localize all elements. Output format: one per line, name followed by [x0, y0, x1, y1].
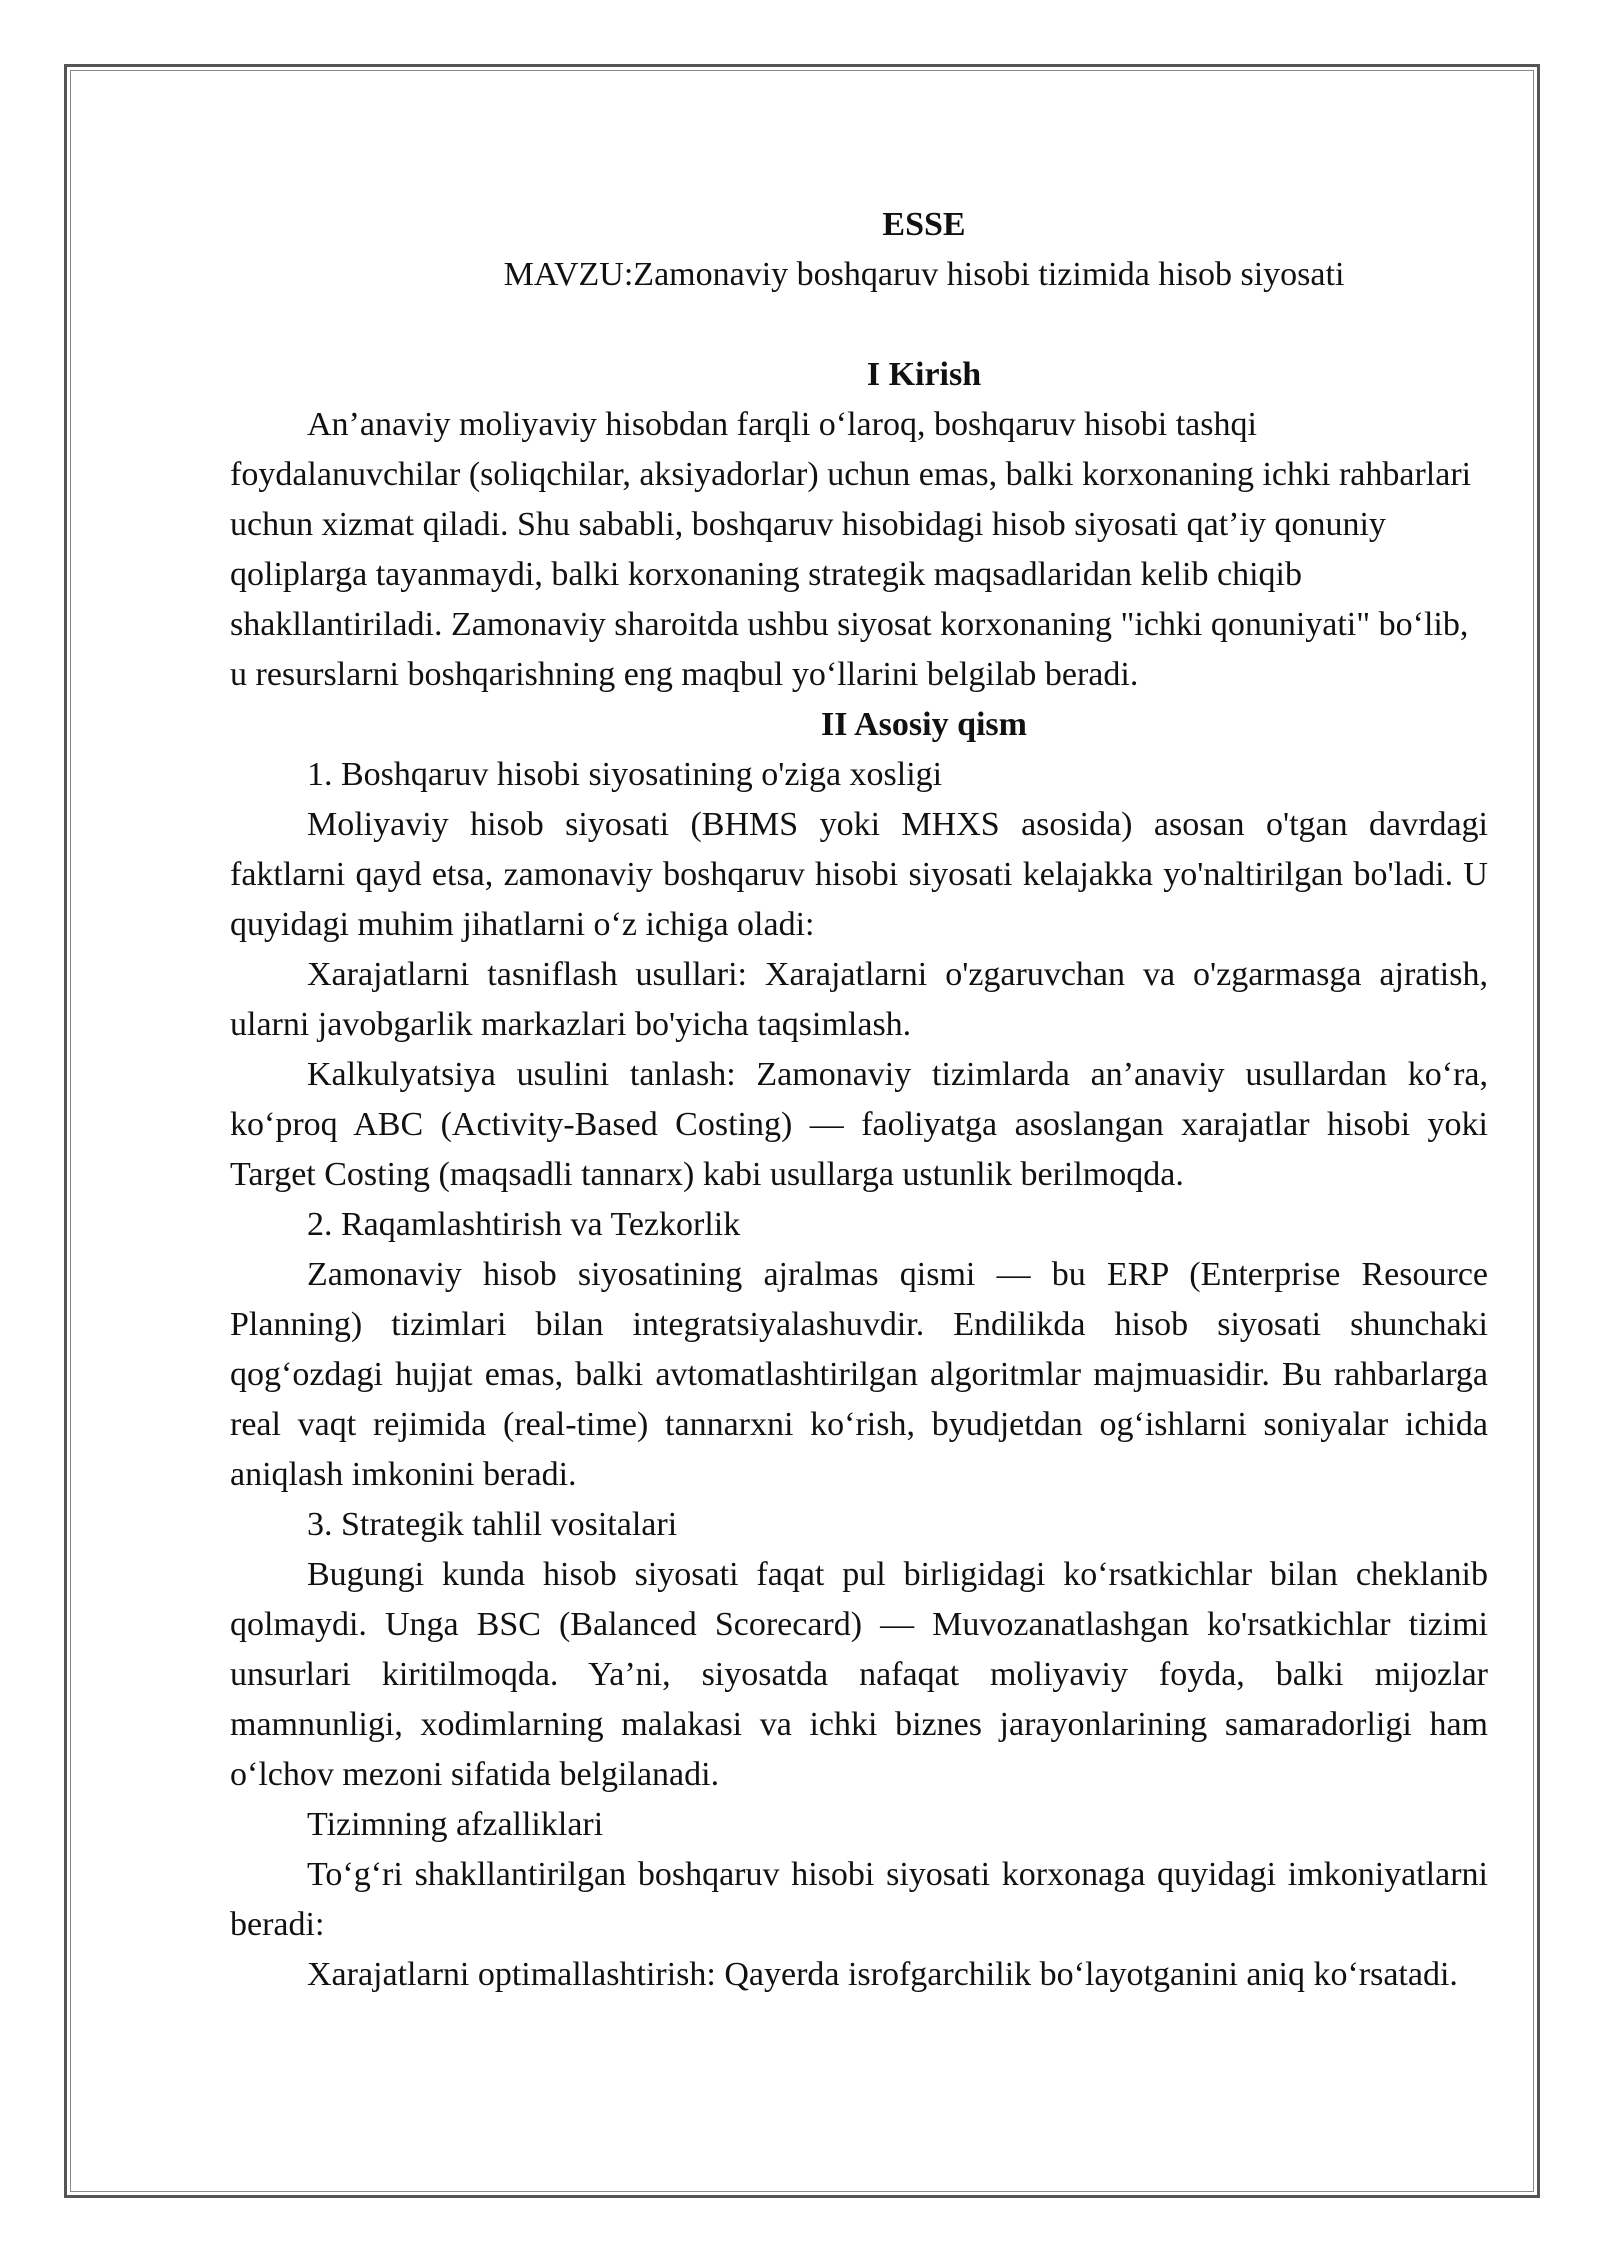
paragraph-4-2: Xarajatlarni optimallashtirish: Qayerda isrofgarchilik bo‘layotganini aniq ko‘rsatadi.	[307, 1956, 1458, 1993]
subsection-title-3: 3. Strategik tahlil vositalari	[307, 1506, 678, 1543]
paragraph-1-1: Moliyaviy hisob siyosati (BHMS yoki MHXS asosida) asosan o'tgan davrdagi faktlarni qayd etsa, zamonaviy boshqaruv hisobi siyosati kelajakka yo'naltirilgan bo'ladi. U quyidagi muhim jihatlarni o‘z ichiga oladi:	[230, 806, 1488, 943]
paragraph-3-1: Bugungi kunda hisob siyosati faqat pul birligidagi ko‘rsatkichlar bilan cheklanib qolmaydi. Unga BSC (Balanced Scorecard) — Muvozanatlashgan ko'rsatkichlar tizimi unsurlari kiritilmoqda. Ya’ni, siyosatda nafaqat moliyaviy foyda, balki mijozlar mamnunligi, xodimlarning malakasi va ichki biznes jarayonlarining samaradorligi ham o‘lchov mezoni sifatida belgilanadi.	[230, 1556, 1488, 1793]
paragraph-1-2: Xarajatlarni tasniflash usullari: Xarajatlarni o'zgaruvchan va o'zgarmasga ajratish, ularni javobgarlik markazlari bo'yicha taqsimlash.	[230, 956, 1488, 1043]
document-topic: MAVZU:Zamonaviy boshqaruv hisobi tizimida hisob siyosati	[503, 256, 1345, 293]
paragraph-1-3: Kalkulyatsiya usulini tanlash: Zamonaviy tizimlarda an’anaviy usullardan ko‘ra, ko‘proq ABC (Activity-Based Costing) — faoliyatga asoslangan xarajatlar hisobi yoki Target Costing (maqsadli tannarx) kabi usullarga ustunlik berilmoqda.	[230, 1056, 1488, 1193]
paragraph-2-1: Zamonaviy hisob siyosatining ajralmas qismi — bu ERP (Enterprise Resource Planning) tizimlari bilan integratsiyalashuvdir. Endilikda hisob siyosati shunchaki qog‘ozdagi hujjat emas, balki avtomatlashtirilgan algoritmlar majmuasidir. Bu rahbarlarga real vaqt rejimida (real-time) tannarxni ko‘rish, byudjetdan og‘ishlarni soniyalar ichida aniqlash imkonini beradi.	[230, 1256, 1488, 1493]
subsection-title-2: 2. Raqamlashtirish va Tezkorlik	[307, 1206, 741, 1243]
intro-paragraph: An’anaviy moliyaviy hisobdan farqli o‘laroq, boshqaruv hisobi tashqi foydalanuvchilar (soliqchilar, aksiyadorlar) uchun emas, balki korxonaning ichki rahbarlari uchun xizmat qiladi. Shu sababli, boshqaruv hisobidagi hisob siyosati qat’iy qonuniy qoliplarga tayanmaydi, balki korxonaning strategik maqsadlaridan kelib chiqib shakllantiriladi. Zamonaviy sharoitda ushbu siyosat korxonaning "ichki qonuniyati" bo‘lib, u resurslarni boshqarishning eng maqbul yo‘llarini belgilab beradi.	[230, 406, 1472, 693]
section-heading-introduction: I Kirish	[866, 356, 982, 393]
section-heading-main: II Asosiy qism	[821, 706, 1027, 743]
subsection-title-1: 1. Boshqaruv hisobi siyosatining o'ziga xosligi	[307, 756, 943, 793]
document-title: ESSE	[882, 206, 966, 243]
subsection-title-4: Tizimning afzalliklari	[307, 1806, 604, 1843]
paragraph-4-1: To‘g‘ri shakllantirilgan boshqaruv hisobi siyosati korxonaga quyidagi imkoniyatlarni beradi:	[230, 1856, 1488, 1943]
essay-body	[230, 200, 1488, 2000]
